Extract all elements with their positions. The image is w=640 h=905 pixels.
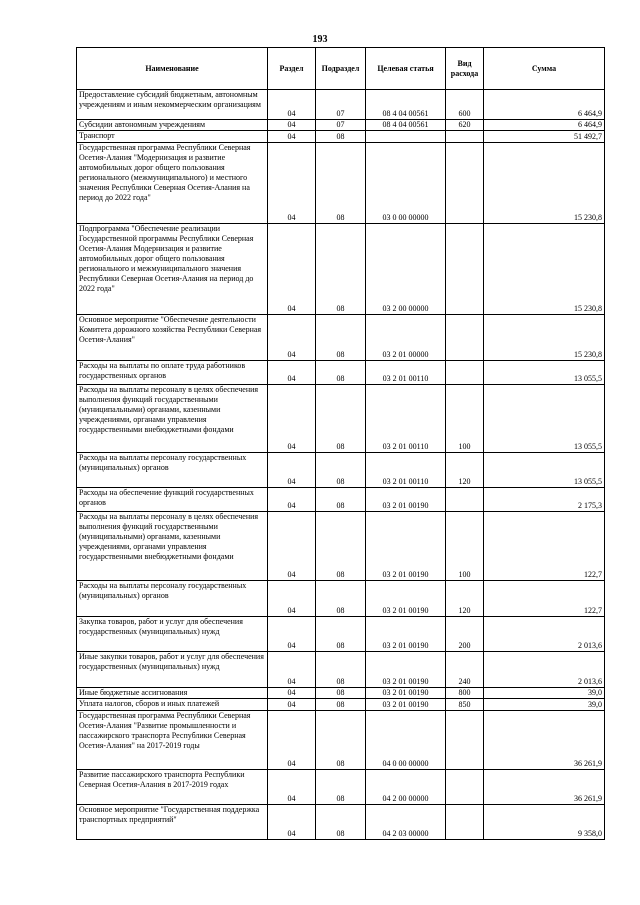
header-target: Целевая статья <box>366 48 446 90</box>
cell-subsection: 07 <box>316 90 366 120</box>
cell-subsection: 08 <box>316 512 366 581</box>
cell-target: 03 2 01 00190 <box>366 512 446 581</box>
header-section: Раздел <box>268 48 316 90</box>
cell-type <box>446 805 484 840</box>
cell-name: Расходы на обеспечение функций государственных органов <box>77 488 268 512</box>
cell-subsection: 08 <box>316 453 366 488</box>
cell-section: 04 <box>268 699 316 711</box>
table-row <box>77 688 605 699</box>
cell-type <box>446 143 484 224</box>
cell-type <box>446 224 484 315</box>
table-row <box>77 315 605 361</box>
cell-target: 04 2 03 00000 <box>366 805 446 840</box>
cell-type <box>446 488 484 512</box>
cell-section: 04 <box>268 770 316 805</box>
cell-target: 03 0 00 00000 <box>366 143 446 224</box>
cell-name: Расходы на выплаты персоналу в целях обеспечения выполнения функций государственными (муниципальными) органами, казенными учреждениями, органами управления государственными внебюджетными фондами <box>77 512 268 581</box>
cell-name: Закупка товаров, работ и услуг для обеспечения государственных (муниципальных) нужд <box>77 617 268 652</box>
cell-name: Расходы на выплаты персоналу в целях обеспечения выполнения функций государственными (муниципальными) органами, казенными учреждениями, органами управления государственными внебюджетными фондами <box>77 385 268 453</box>
page-number: 193 <box>312 34 328 45</box>
cell-subsection: 08 <box>316 315 366 361</box>
cell-type: 850 <box>446 699 484 711</box>
cell-target: 03 2 00 00000 <box>366 224 446 315</box>
cell-name: Развитие пассажирского транспорта Республики Северная Осетия-Алания в 2017-2019 годах <box>77 770 268 805</box>
table-row <box>77 385 605 453</box>
cell-target: 03 2 01 00110 <box>366 385 446 453</box>
table-row <box>77 805 605 840</box>
cell-sum: 13 055,5 <box>484 453 605 488</box>
cell-sum: 51 492,7 <box>484 131 605 143</box>
table-header-row <box>77 48 605 90</box>
table-row <box>77 224 605 315</box>
cell-section: 04 <box>268 652 316 688</box>
cell-name: Транспорт <box>77 131 268 143</box>
cell-name: Предоставление субсидий бюджетным, автономным учреждениям и иным некоммерческим организациям <box>77 90 268 120</box>
cell-section: 04 <box>268 224 316 315</box>
cell-sum: 2 013,6 <box>484 652 605 688</box>
cell-target: 08 4 04 00561 <box>366 120 446 131</box>
cell-type: 800 <box>446 688 484 699</box>
cell-name: Расходы на выплаты по оплате труда работников государственных органов <box>77 361 268 385</box>
cell-subsection: 08 <box>316 131 366 143</box>
cell-subsection: 08 <box>316 617 366 652</box>
cell-type <box>446 315 484 361</box>
table-row <box>77 488 605 512</box>
cell-section: 04 <box>268 688 316 699</box>
cell-name: Субсидии автономным учреждениям <box>77 120 268 131</box>
cell-type: 120 <box>446 581 484 617</box>
table-row <box>77 361 605 385</box>
cell-type <box>446 361 484 385</box>
cell-section: 04 <box>268 512 316 581</box>
cell-section: 04 <box>268 361 316 385</box>
table-row <box>77 617 605 652</box>
cell-type: 200 <box>446 617 484 652</box>
cell-target <box>366 131 446 143</box>
cell-sum: 39,0 <box>484 699 605 711</box>
cell-name: Иные закупки товаров, работ и услуг для обеспечения государственных (муниципальных) нужд <box>77 652 268 688</box>
cell-sum: 36 261,9 <box>484 770 605 805</box>
cell-name: Расходы на выплаты персоналу государственных (муниципальных) органов <box>77 581 268 617</box>
cell-target: 03 2 01 00110 <box>366 453 446 488</box>
cell-target: 03 2 01 00000 <box>366 315 446 361</box>
cell-type: 620 <box>446 120 484 131</box>
cell-sum: 13 055,5 <box>484 385 605 453</box>
cell-sum: 15 230,8 <box>484 315 605 361</box>
cell-type: 120 <box>446 453 484 488</box>
cell-sum: 122,7 <box>484 512 605 581</box>
cell-subsection: 08 <box>316 770 366 805</box>
cell-subsection: 08 <box>316 581 366 617</box>
table-row <box>77 711 605 770</box>
cell-sum: 122,7 <box>484 581 605 617</box>
cell-name: Уплата налогов, сборов и иных платежей <box>77 699 268 711</box>
cell-target: 08 4 04 00561 <box>366 90 446 120</box>
cell-section: 04 <box>268 488 316 512</box>
cell-type <box>446 770 484 805</box>
cell-target: 03 2 01 00190 <box>366 652 446 688</box>
cell-target: 04 0 00 00000 <box>366 711 446 770</box>
cell-target: 03 2 01 00190 <box>366 699 446 711</box>
cell-name: Иные бюджетные ассигнования <box>77 688 268 699</box>
header-type: Вид расхода <box>446 48 484 90</box>
cell-type <box>446 711 484 770</box>
cell-section: 04 <box>268 131 316 143</box>
header-name: Наименование <box>77 48 268 90</box>
cell-sum: 13 055,5 <box>484 361 605 385</box>
cell-section: 04 <box>268 711 316 770</box>
cell-section: 04 <box>268 315 316 361</box>
cell-subsection: 08 <box>316 143 366 224</box>
cell-name: Государственная программа Республики Северная Осетия-Алания "Развитие промышленности и пассажирского транспорта Республики Северная Осетия-Алания" на 2017-2019 годы <box>77 711 268 770</box>
cell-sum: 6 464,9 <box>484 90 605 120</box>
cell-type <box>446 131 484 143</box>
cell-section: 04 <box>268 143 316 224</box>
cell-sum: 2 013,6 <box>484 617 605 652</box>
cell-section: 04 <box>268 453 316 488</box>
table-row <box>77 770 605 805</box>
cell-name: Государственная программа Республики Северная Осетия-Алания "Модернизация и развитие автомобильных дорог общего пользования регионального (межмуниципального) и местного значения Республики Северная Осетия-Алания на период до 2022 года" <box>77 143 268 224</box>
cell-name: Подпрограмма "Обеспечение реализации Государственной программы Республики Северная Осетия-Алания Модернизация и развитие автомобильных дорог общего пользования регионального и межмуниципального значения Республики Северная Осетия-Алания на период до 2022 года" <box>77 224 268 315</box>
cell-type: 100 <box>446 385 484 453</box>
table-row <box>77 581 605 617</box>
cell-subsection: 08 <box>316 688 366 699</box>
table-row <box>77 453 605 488</box>
cell-sum: 36 261,9 <box>484 711 605 770</box>
cell-type: 240 <box>446 652 484 688</box>
cell-section: 04 <box>268 805 316 840</box>
cell-target: 03 2 01 00190 <box>366 488 446 512</box>
cell-subsection: 08 <box>316 385 366 453</box>
cell-target: 03 2 01 00110 <box>366 361 446 385</box>
cell-subsection: 08 <box>316 652 366 688</box>
header-sum: Сумма <box>484 48 605 90</box>
header-subsection: Подраздел <box>316 48 366 90</box>
cell-sum: 39,0 <box>484 688 605 699</box>
table-row <box>77 131 605 143</box>
cell-sum: 15 230,8 <box>484 224 605 315</box>
cell-name: Расходы на выплаты персоналу государственных (муниципальных) органов <box>77 453 268 488</box>
table-row <box>77 699 605 711</box>
cell-target: 04 2 00 00000 <box>366 770 446 805</box>
cell-subsection: 08 <box>316 711 366 770</box>
cell-subsection: 07 <box>316 120 366 131</box>
cell-section: 04 <box>268 581 316 617</box>
table-row <box>77 120 605 131</box>
cell-sum: 2 175,3 <box>484 488 605 512</box>
cell-target: 03 2 01 00190 <box>366 688 446 699</box>
cell-section: 04 <box>268 617 316 652</box>
budget-table <box>76 47 605 840</box>
cell-section: 04 <box>268 90 316 120</box>
cell-subsection: 08 <box>316 488 366 512</box>
cell-subsection: 08 <box>316 805 366 840</box>
table-row <box>77 512 605 581</box>
cell-sum: 9 358,0 <box>484 805 605 840</box>
cell-sum: 6 464,9 <box>484 120 605 131</box>
table-row <box>77 90 605 120</box>
cell-subsection: 08 <box>316 361 366 385</box>
cell-type: 100 <box>446 512 484 581</box>
cell-subsection: 08 <box>316 224 366 315</box>
cell-section: 04 <box>268 385 316 453</box>
cell-subsection: 08 <box>316 699 366 711</box>
cell-target: 03 2 01 00190 <box>366 581 446 617</box>
cell-section: 04 <box>268 120 316 131</box>
cell-type: 600 <box>446 90 484 120</box>
table-row <box>77 143 605 224</box>
cell-name: Основное мероприятие "Государственная поддержка транспортных предприятий" <box>77 805 268 840</box>
cell-name: Основное мероприятие "Обеспечение деятельности Комитета дорожного хозяйства Республики Северная Осетия-Алания" <box>77 315 268 361</box>
table-row <box>77 652 605 688</box>
cell-target: 03 2 01 00190 <box>366 617 446 652</box>
cell-sum: 15 230,8 <box>484 143 605 224</box>
